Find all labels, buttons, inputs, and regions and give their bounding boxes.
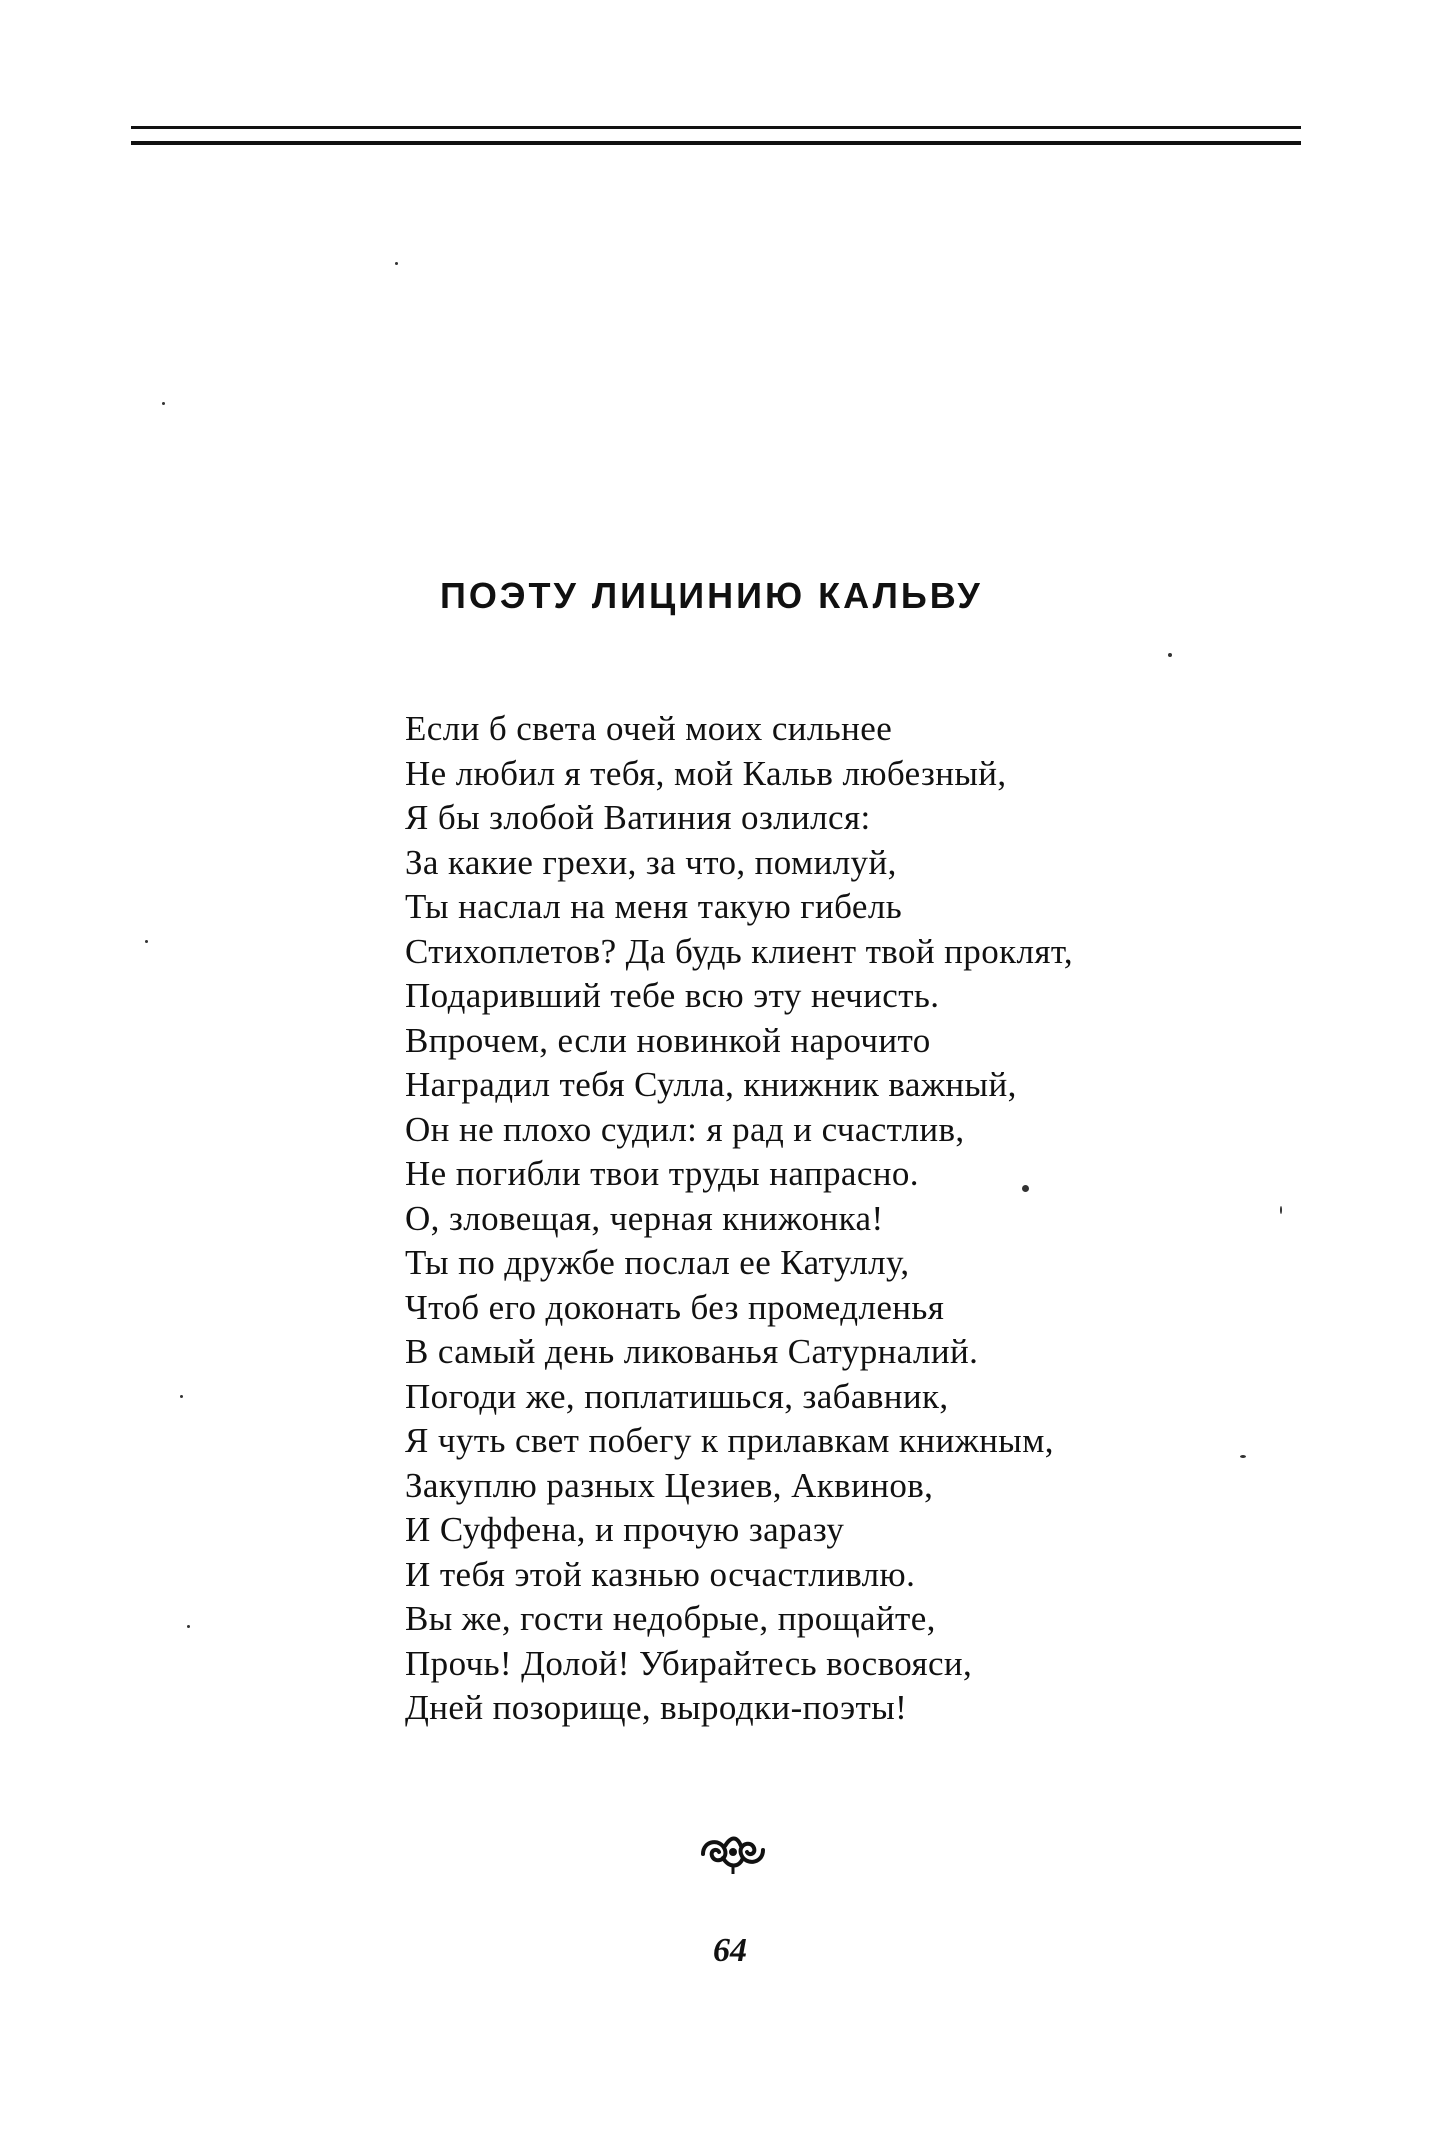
poem-line: В самый день ликованья Сатурналий. <box>405 1332 979 1371</box>
poem-line: Закуплю разных Цезиев, Аквинов, <box>405 1465 934 1505</box>
poem-line: Погоди же, поплатишься, забавник, <box>405 1376 949 1416</box>
poem-line: Если б света очей моих сильнее <box>405 709 893 748</box>
print-speck <box>162 402 165 405</box>
poem-line: О, зловещая, черная книжонка! <box>405 1198 884 1238</box>
poem-line: Он не плохо судил: я рад и счастлив, <box>405 1109 965 1149</box>
print-speck <box>145 940 148 943</box>
print-speck <box>1240 1455 1246 1458</box>
poem-line: Стихоплетов? Да будь клиент твой проклят, <box>405 931 1074 971</box>
poem-title: ПОЭТУ ЛИЦИНИЮ КАЛЬВУ <box>440 575 983 616</box>
print-speck <box>180 1395 183 1398</box>
poem-line: Впрочем, если новинкой нарочито <box>405 1020 931 1060</box>
poem-line: Чтоб его доконать без промедленья <box>405 1287 945 1327</box>
poem-line: Ты по дружбе послал ее Катуллу, <box>405 1243 910 1282</box>
poem-line: И тебя этой казнью осчастливлю. <box>405 1554 916 1594</box>
poem-body <box>405 707 1073 1731</box>
print-speck <box>1168 653 1172 657</box>
poem-line: Дней позорище, выродки-поэты! <box>405 1688 908 1727</box>
page-number: 64 <box>713 1932 747 1969</box>
poem-line: Не погибли твои труды напрасно. <box>405 1154 919 1193</box>
header-rule-bottom <box>131 141 1301 145</box>
header-rule-top <box>131 126 1301 129</box>
poem-line: Подаривший тебе всю эту нечисть. <box>405 976 940 1015</box>
poem-line: Я чуть свет побегу к прилавкам книжным, <box>405 1421 1054 1460</box>
poem-line: Вы же, гости недобрые, прощайте, <box>405 1599 936 1638</box>
print-speck <box>395 262 398 265</box>
poem-line: И Суффена, и прочую заразу <box>405 1510 845 1549</box>
poem-line: Я бы злобой Ватиния озлился: <box>405 798 871 837</box>
print-speck <box>1022 1185 1029 1192</box>
print-speck <box>187 1625 190 1628</box>
scroll-ornament-icon <box>697 1828 769 1876</box>
print-speck <box>1280 1206 1282 1214</box>
poem-line: Ты наслал на меня такую гибель <box>405 887 903 926</box>
poem-line: Не любил я тебя, мой Кальв любезный, <box>405 753 1007 793</box>
poem-line: Наградил тебя Сулла, книжник важный, <box>405 1065 1017 1104</box>
poem-line: За какие грехи, за что, помилуй, <box>405 842 897 882</box>
poem-line: Прочь! Долой! Убирайтесь восвояси, <box>405 1643 973 1683</box>
